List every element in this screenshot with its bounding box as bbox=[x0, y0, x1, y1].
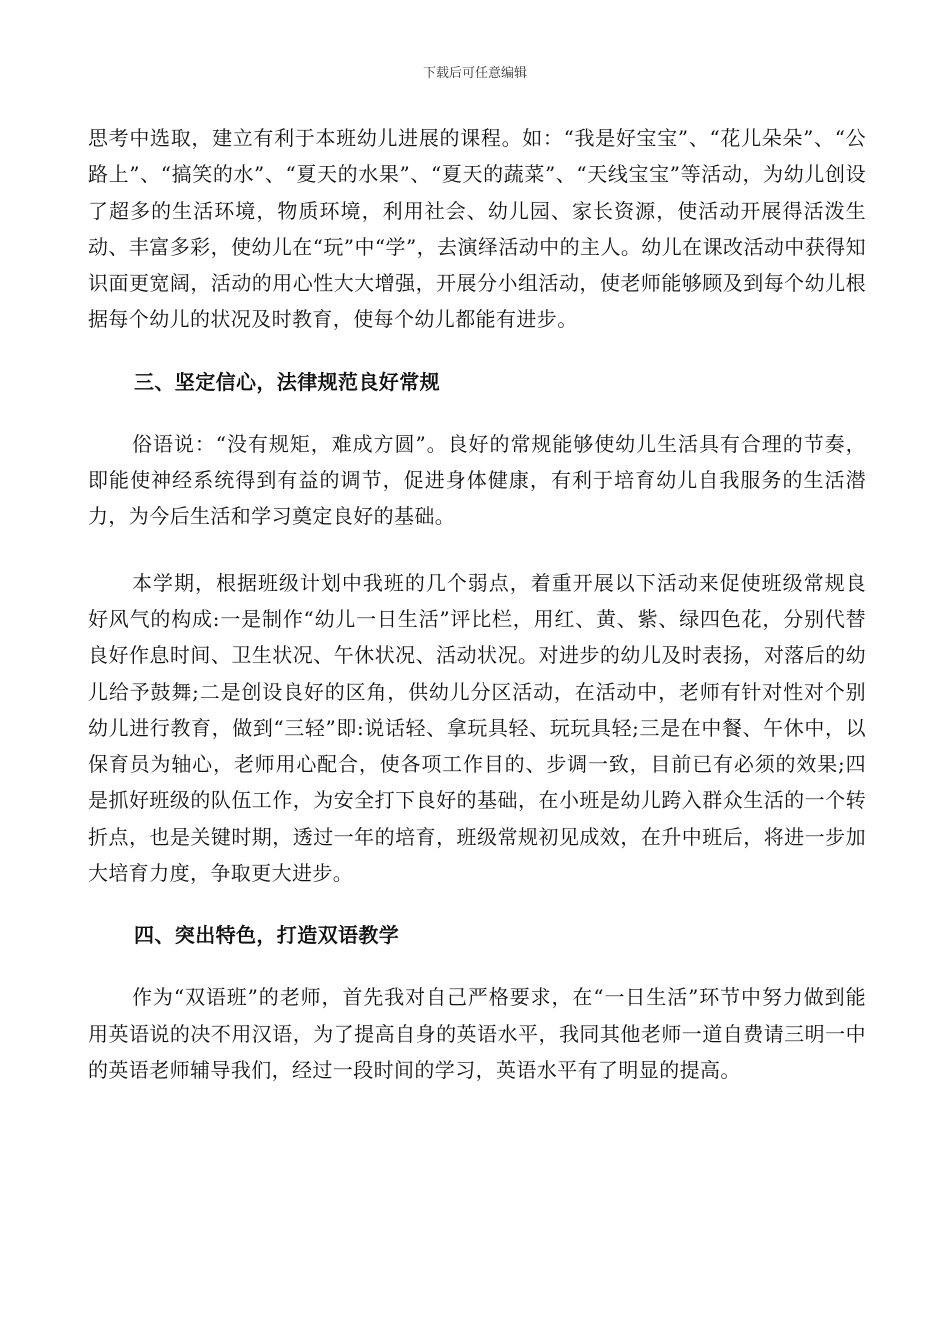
document-body bbox=[88, 120, 866, 1088]
paragraph-course-selection: 思考中选取，建立有利于本班幼儿进展的课程。如：“我是好宝宝”、“花儿朵朵”、“公路上”、“搞笑的水”、“夏天的水果”、“夏天的蔬菜”、“天线宝宝”等活动，为幼儿创设了超多的生活环境，物质环境，利用社会、幼儿园、家长资源，使活动开展得活泼生动、丰富多彩，使幼儿在“玩”中“学”，去演绎活动中的主人。幼儿在课改活动中获得知识面更宽阔，活动的用心性大大增强，开展分小组活动，使老师能够顾及到每个幼儿根据每个幼儿的状况及时教育，使每个幼儿都能有进步。 bbox=[88, 126, 866, 332]
paragraph-bilingual: 作为“双语班”的老师，首先我对自己严格要求，在“一日生活”环节中努力做到能用英语说的决不用汉语，为了提高自身的英语水平，我同其他老师一道自费请三明一中的英语老师辅导我们，经过一段时间的学习，英语水平有了明显的提高。 bbox=[88, 985, 866, 1082]
paragraph-rules: 俗语说：“没有规矩，难成方圆”。良好的常规能够使幼儿生活具有合理的节奏，即能使神经系统得到有益的调节，促进身体健康，有利于培育幼儿自我服务的生活潜力，为今后生活和学习奠定良好的基础。 bbox=[88, 431, 866, 529]
section-heading-3: 三、坚定信心，法律规范良好常规 bbox=[134, 369, 440, 394]
page-header: 下载后可任意编辑 bbox=[422, 66, 527, 81]
paragraph-semester-activities: 本学期，根据班级计划中我班的几个弱点，着重开展以下活动来促使班级常规良好风气的构成:一是制作“幼儿一日生活”评比栏，用红、黄、紫、绿四色花，分别代替良好作息时间、卫生状况、午休状况、活动状况。对进步的幼儿及时表扬，对落后的幼儿给予鼓舞;二是创设良好的区角，供幼儿分区活动，在活动中，老师有针对性对个别幼儿进行教育，做到“三轻”即:说话轻、拿玩具轻、玩玩具轻;三是在中餐、午休中，以保育员为轴心，老师用心配合，使各项工作目的、步调一致，目前已有必须的效果;四是抓好班级的队伍工作，为安全打下良好的基础，在小班是幼儿跨入群众生活的一个转折点，也是关键时期，透过一年的培育，班级常规初见成效，在升中班后，将进一步加大培育力度，争取更大进步。 bbox=[88, 570, 866, 886]
section-heading-4: 四、突出特色，打造双语教学 bbox=[134, 923, 400, 948]
